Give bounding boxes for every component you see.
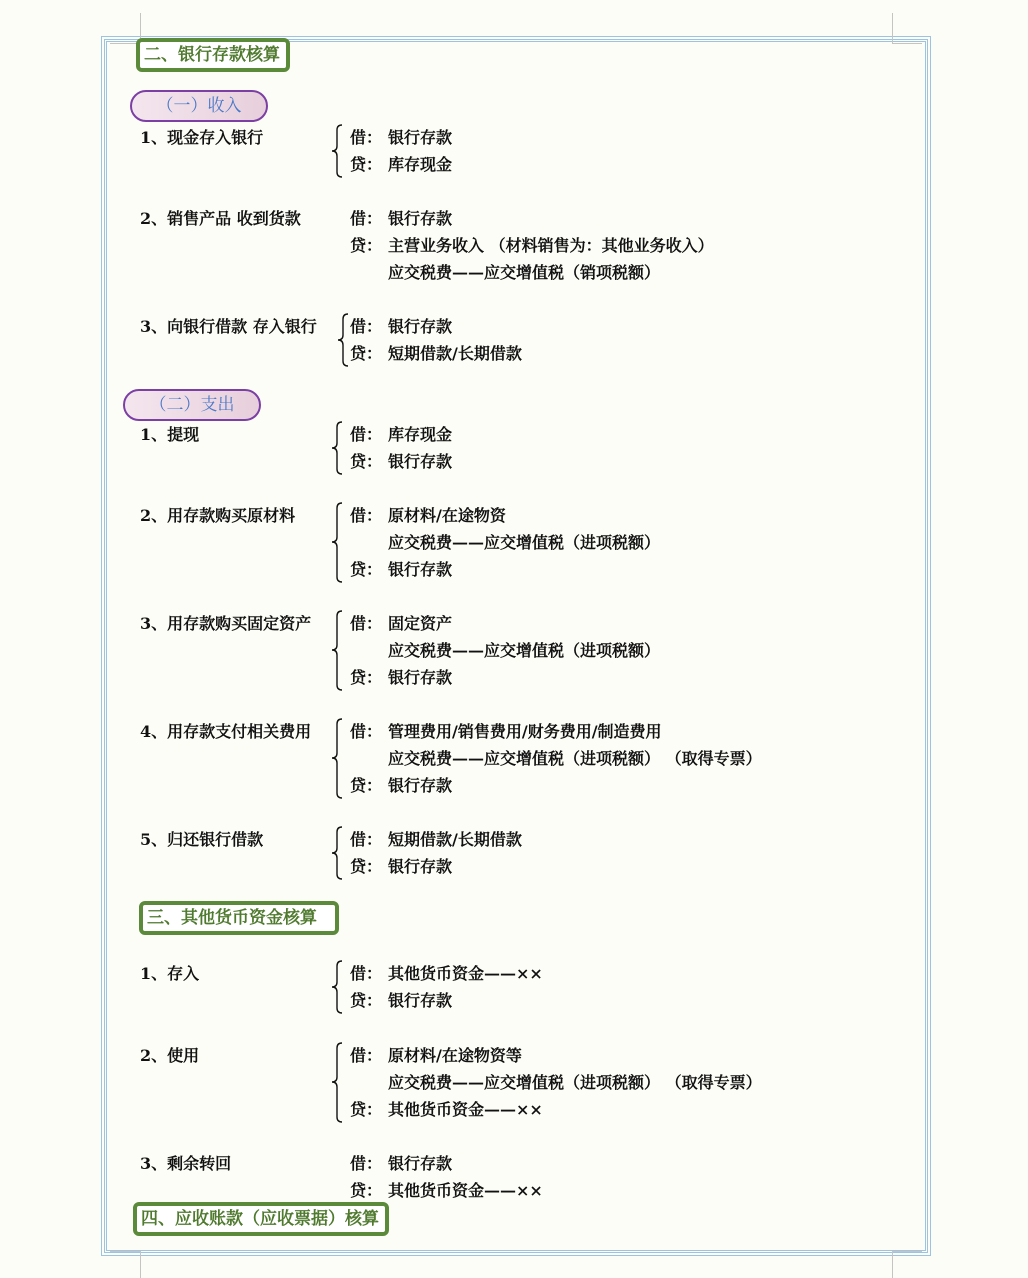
section-heading-receivables: 四、应收账款（应收票据）核算 <box>133 1202 389 1236</box>
brace-icon <box>330 826 344 880</box>
journal-lines <box>350 1042 762 1123</box>
entry-label: 2、销售产品 收到货款 <box>140 209 301 228</box>
section-heading-other-monetary-funds: 三、其他货币资金核算 <box>139 901 339 935</box>
journal-lines <box>350 718 762 799</box>
account-text: 应交税费——应交增值税（销项税额） <box>388 263 661 282</box>
credit-tag: 贷： <box>350 236 383 255</box>
entry-label: 3、向银行借款 存入银行 <box>140 317 317 336</box>
credit-tag: 贷： <box>350 668 383 687</box>
journal-lines <box>350 205 714 286</box>
debit-tag: 借： <box>350 964 383 983</box>
crop-mark <box>892 43 922 44</box>
account-text: 银行存款 <box>388 452 453 471</box>
account-text: 其他货币资金——×× <box>388 1181 543 1200</box>
account-text: 银行存款 <box>388 317 453 336</box>
subsection-income: （一）收入 <box>130 90 268 122</box>
account-text: 短期借款/长期借款 <box>388 830 522 849</box>
entry-label: 1、现金存入银行 <box>140 128 264 147</box>
credit-tag: 贷： <box>350 1181 383 1200</box>
brace-icon <box>330 610 344 691</box>
debit-tag: 借： <box>350 128 383 147</box>
credit-tag: 贷： <box>350 857 383 876</box>
account-text: 银行存款 <box>388 776 453 795</box>
debit-tag: 借： <box>350 614 383 633</box>
account-text: 银行存款 <box>388 560 453 579</box>
debit-tag: 借： <box>350 425 383 444</box>
account-text: 银行存款 <box>388 668 453 687</box>
subsection-expense: （二）支出 <box>123 389 261 421</box>
entry-label: 5、归还银行借款 <box>140 830 264 849</box>
crop-mark <box>892 13 893 43</box>
credit-tag: 贷： <box>350 155 383 174</box>
crop-mark <box>110 1251 140 1252</box>
account-text: 其他货币资金——×× <box>388 964 543 983</box>
journal-lines <box>350 826 522 880</box>
debit-tag: 借： <box>350 722 383 741</box>
account-text: 其他货币资金——×× <box>388 1100 543 1119</box>
account-text: 应交税费——应交增值税（进项税额） <box>388 641 661 660</box>
credit-tag: 贷： <box>350 991 383 1010</box>
entry-label: 2、用存款购买原材料 <box>140 506 296 525</box>
account-text: 银行存款 <box>388 1154 453 1173</box>
debit-tag: 借： <box>350 1154 383 1173</box>
journal-lines <box>350 610 660 691</box>
journal-lines <box>350 313 522 367</box>
entry-label: 3、剩余转回 <box>140 1154 232 1173</box>
credit-tag: 贷： <box>350 452 383 471</box>
account-text: 银行存款 <box>388 857 453 876</box>
credit-tag: 贷： <box>350 1100 383 1119</box>
account-text: 应交税费——应交增值税（进项税额） （取得专票） <box>388 749 762 768</box>
crop-mark <box>892 1251 922 1252</box>
account-text: 原材料/在途物资等 <box>388 1046 522 1065</box>
brace-icon <box>336 313 350 367</box>
brace-icon <box>330 1042 344 1123</box>
account-text: 库存现金 <box>388 425 453 444</box>
entry-label: 2、使用 <box>140 1046 200 1065</box>
account-text: 固定资产 <box>388 614 453 633</box>
debit-tag: 借： <box>350 1046 383 1065</box>
account-text: 银行存款 <box>388 209 453 228</box>
account-text: 银行存款 <box>388 991 453 1010</box>
section-heading-bank-deposit: 二、银行存款核算 <box>136 38 290 72</box>
debit-tag: 借： <box>350 317 383 336</box>
account-text: 主营业务收入 （材料销售为：其他业务收入） <box>388 236 714 255</box>
journal-lines <box>350 1150 543 1204</box>
journal-lines <box>350 421 452 475</box>
journal-lines <box>350 124 452 178</box>
account-text: 应交税费——应交增值税（进项税额） （取得专票） <box>388 1073 762 1092</box>
account-text: 管理费用/销售费用/财务费用/制造费用 <box>388 722 662 741</box>
crop-mark <box>140 1251 141 1278</box>
credit-tag: 贷： <box>350 560 383 579</box>
brace-icon <box>330 124 344 178</box>
account-text: 银行存款 <box>388 128 453 147</box>
entry-label: 3、用存款购买固定资产 <box>140 614 312 633</box>
debit-tag: 借： <box>350 506 383 525</box>
journal-lines <box>350 502 660 583</box>
debit-tag: 借： <box>350 830 383 849</box>
account-text: 应交税费——应交增值税（进项税额） <box>388 533 661 552</box>
brace-icon <box>330 960 344 1014</box>
brace-icon <box>330 421 344 475</box>
account-text: 原材料/在途物资 <box>388 506 506 525</box>
account-text: 短期借款/长期借款 <box>388 344 522 363</box>
credit-tag: 贷： <box>350 344 383 363</box>
crop-mark <box>892 1251 893 1278</box>
entry-label: 4、用存款支付相关费用 <box>140 722 312 741</box>
credit-tag: 贷： <box>350 776 383 795</box>
entry-label: 1、提现 <box>140 425 200 444</box>
account-text: 库存现金 <box>388 155 453 174</box>
journal-lines <box>350 960 543 1014</box>
brace-icon <box>330 718 344 799</box>
brace-icon <box>330 502 344 583</box>
debit-tag: 借： <box>350 209 383 228</box>
entry-label: 1、存入 <box>140 964 200 983</box>
